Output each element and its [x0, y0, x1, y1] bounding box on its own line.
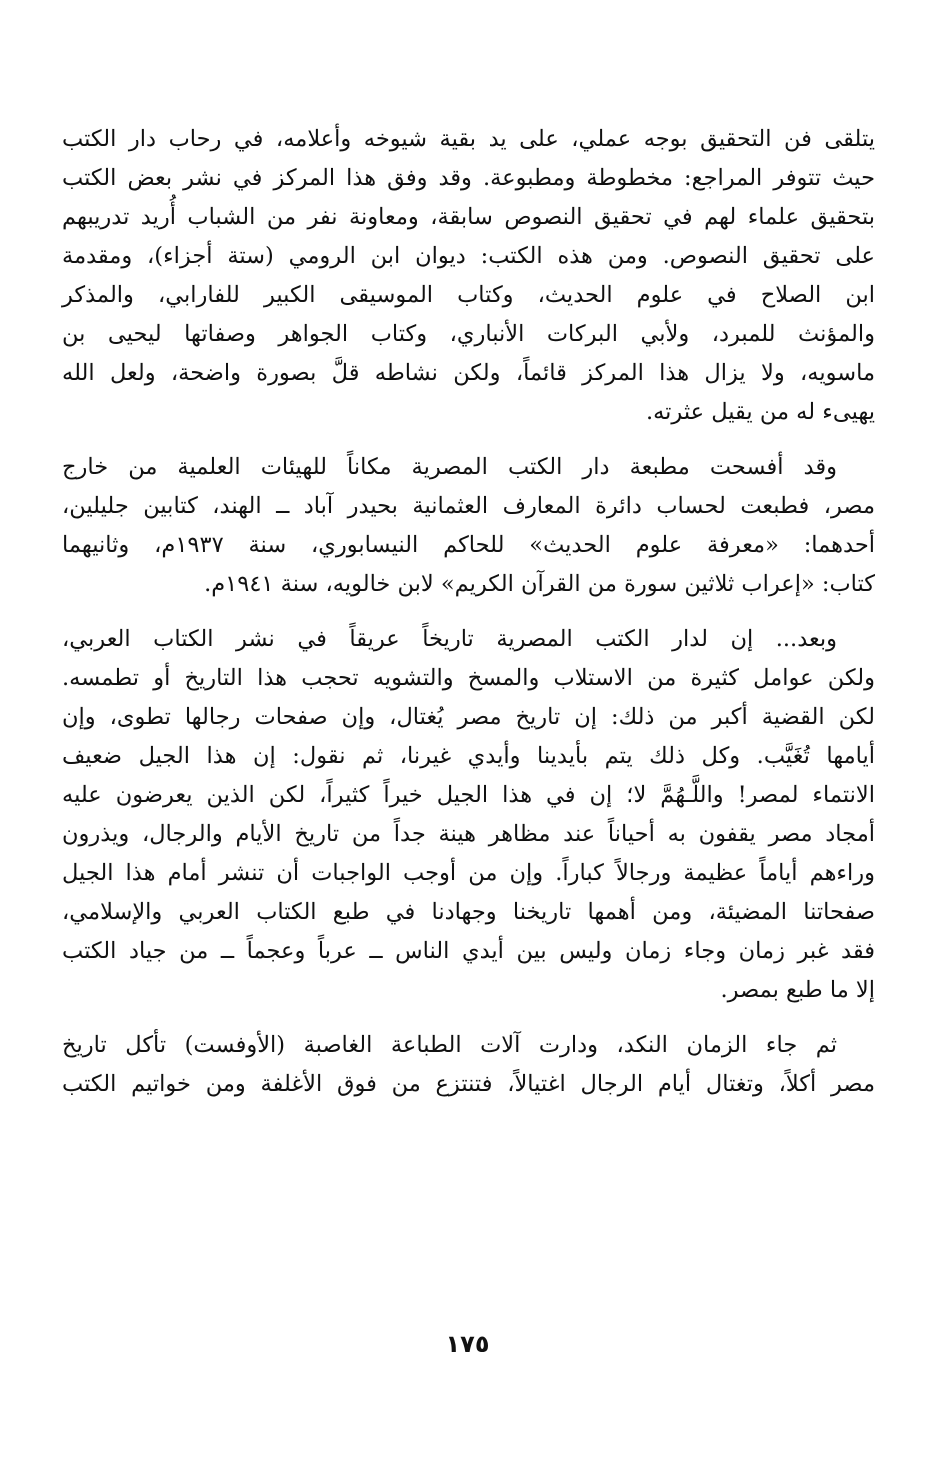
text-line: على تحقيق النصوص. ومن هذه الكتب: ديوان ابن الرومي (ستة أجزاء)، ومقدمة [62, 243, 875, 269]
text-line: وراءهم أياماً عظيمة ورجالاً كباراً. وإن من أوجب الواجبات أن تنشر أمام هذا الجيل [62, 860, 875, 886]
text-line: وبعد... إن لدار الكتب المصرية تاريخاً عريقاً في نشر الكتاب العربي، [62, 626, 837, 652]
page-body [62, 120, 875, 1104]
text-line: حيث تتوفر المراجع: مخطوطة ومطبوعة. وقد وفق هذا المركز في نشر بعض الكتب [62, 165, 875, 191]
text-line: ثم جاء الزمان النكد، ودارت آلات الطباعة الغاصبة (الأوفست) تأكل تاريخ [62, 1032, 837, 1058]
paragraph-1 [62, 120, 875, 432]
text-line: يهيىء له من يقيل عثرته. [645, 399, 875, 425]
text-line: والمؤنث للمبرد، ولأبي البركات الأنباري، وكتاب الجواهر وصفاتها ليحيى بن [62, 321, 875, 347]
paragraph-2 [62, 448, 875, 604]
page-number: ١٧٥ [445, 1330, 490, 1358]
text-line: صفحاتنا المضيئة، ومن أهمها تاريخنا وجهادنا في طبع الكتاب العربي والإسلامي، [62, 899, 875, 925]
paragraph-4 [62, 1026, 875, 1104]
text-line: مصر، فطبعت لحساب دائرة المعارف العثمانية بحيدر آباد ــ الهند، كتابين جليلين، [62, 493, 875, 519]
text-line: الانتماء لمصر! واللَّـهُمَّ لا؛ إن في هذا الجيل خيراً كثيراً، لكن الذين يعرضون عليه [62, 782, 875, 808]
paragraph-3 [62, 620, 875, 1010]
text-line: ماسويه، ولا يزال هذا المركز قائماً، ولكن نشاطه قلَّ بصورة واضحة، ولعل الله [62, 360, 875, 386]
text-line: أمجاد مصر يقفون به أحياناً عند مظاهر هينة جداً من تاريخ الأيام والرجال، ويذرون [62, 821, 875, 847]
text-line: أيامها تُغَيَّب. وكل ذلك يتم بأيدينا وأيدي غيرنا، ثم نقول: إن هذا الجيل ضعيف [62, 743, 875, 769]
text-line: لكن القضية أكبر من ذلك: إن تاريخ مصر يُغتال، وإن صفحات رجالها تطوى، وإن [62, 704, 875, 730]
text-line: إلا ما طبع بمصر. [720, 977, 875, 1003]
text-line: ولكن عوامل كثيرة من الاستلاب والمسخ والتشويه تحجب هذا التاريخ أو تطمسه. [62, 665, 875, 691]
text-line: يتلقى فن التحقيق بوجه عملي، على يد بقية شيوخه وأعلامه، في رحاب دار الكتب [62, 126, 875, 152]
text-line: كتاب: «إعراب ثلاثين سورة من القرآن الكريم» لابن خالويه، سنة ١٩٤١م. [204, 571, 875, 597]
text-line: ابن الصلاح في علوم الحديث، وكتاب الموسيقى الكبير للفارابي، والمذكر [62, 282, 875, 308]
text-line: مصر أكلاً، وتغتال أيام الرجال اغتيالاً، فتنتزع من فوق الأغلفة ومن خواتيم الكتب [62, 1071, 875, 1097]
text-line: فقد غبر زمان وجاء زمان وليس بين أيدي الناس ــ عرباً وعجماً ــ من جياد الكتب [62, 938, 875, 964]
text-line: وقد أفسحت مطبعة دار الكتب المصرية مكاناً للهيئات العلمية من خارج [62, 454, 837, 480]
text-line: أحدهما: «معرفة علوم الحديث» للحاكم النيسابوري، سنة ١٩٣٧م، وثانيهما [62, 532, 875, 558]
text-line: بتحقيق علماء لهم في تحقيق النصوص سابقة، ومعاونة نفر من الشباب أُريد تدريبهم [62, 204, 875, 230]
